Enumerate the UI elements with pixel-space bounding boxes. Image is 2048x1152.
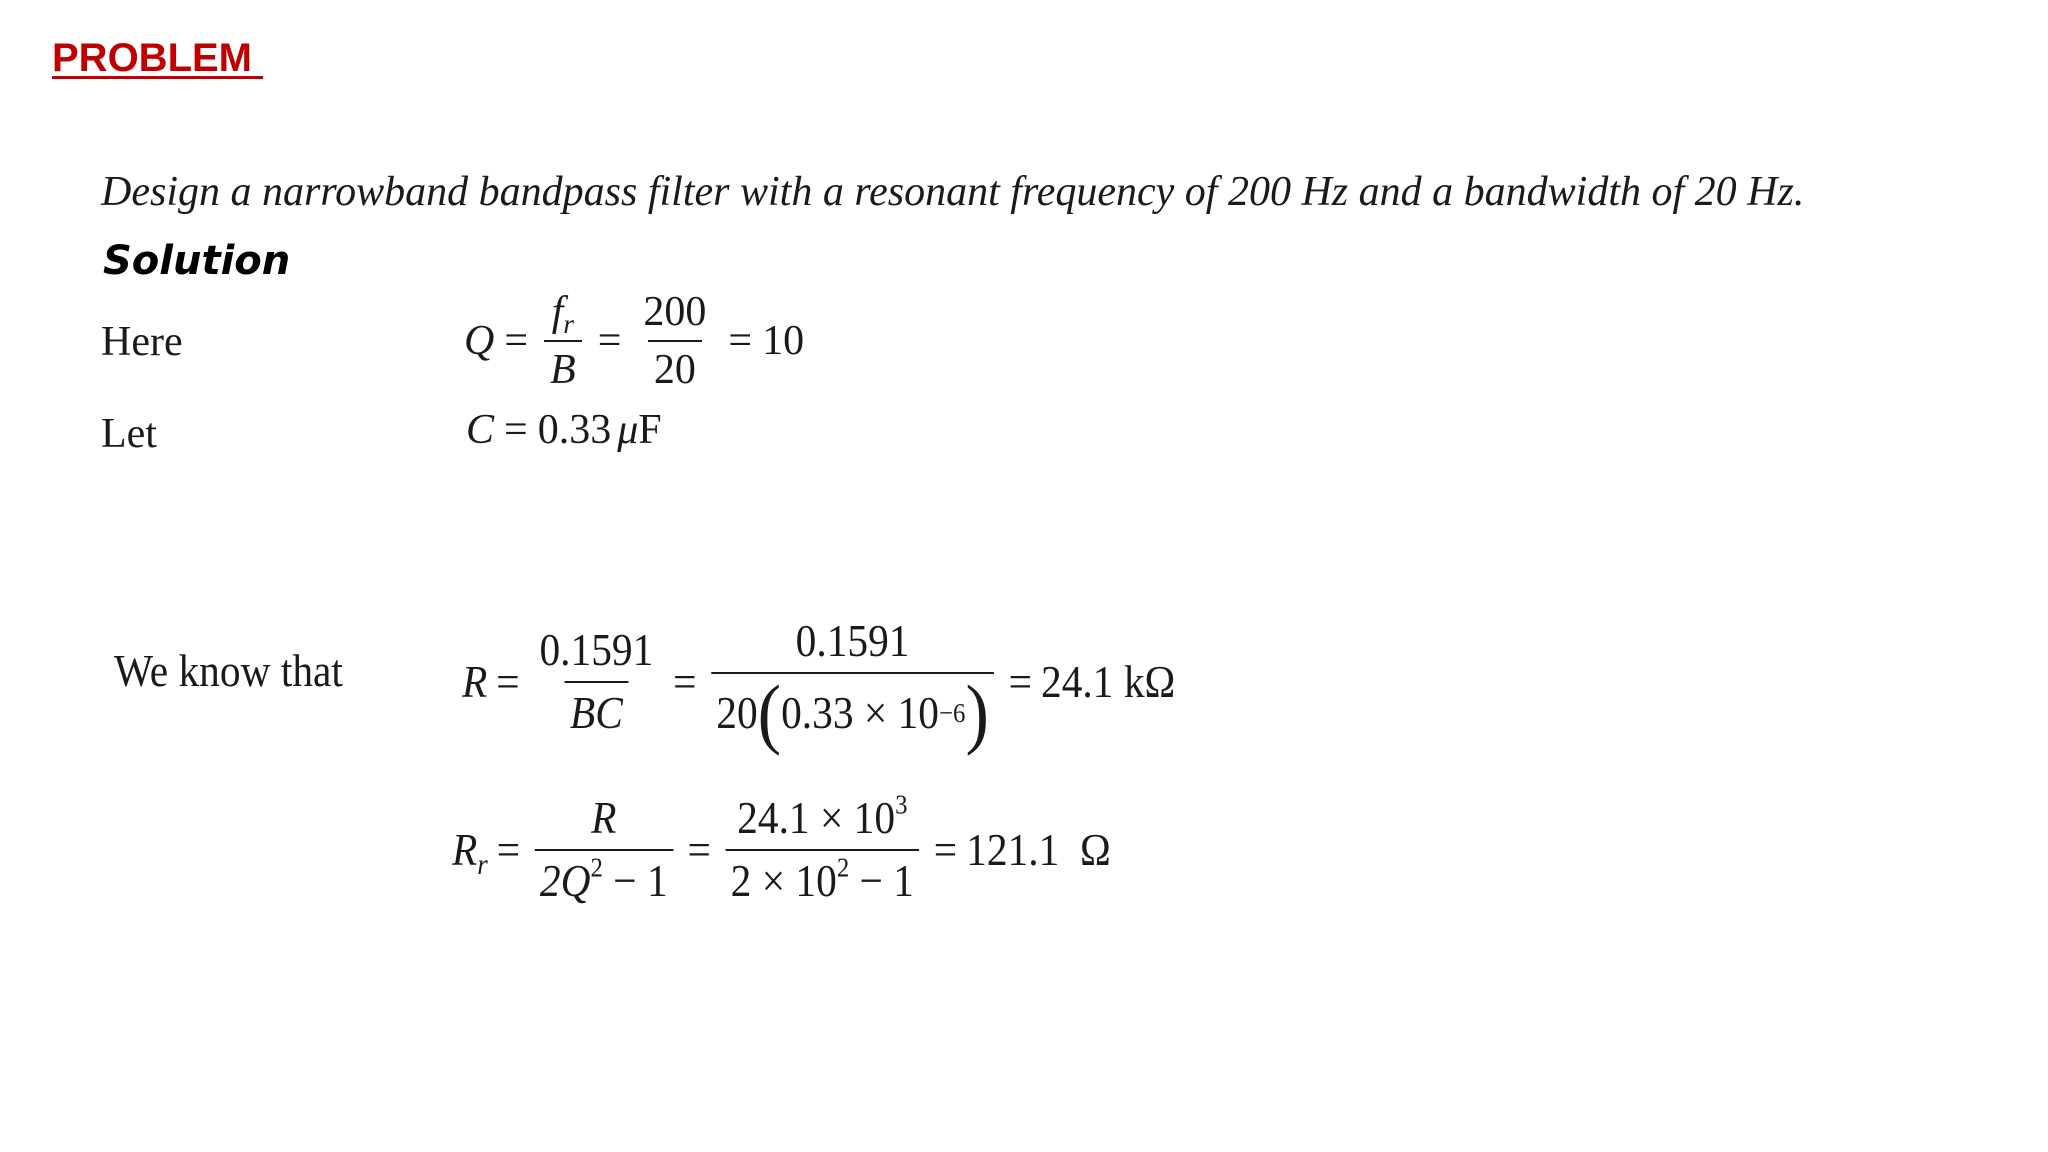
fraction-r-first	[534, 624, 659, 740]
numerator-0-1591: 0.1591	[539, 623, 654, 675]
equals-sign: =	[1008, 656, 1033, 708]
fraction-200-over-20	[637, 288, 712, 395]
solution-heading: Solution	[103, 238, 291, 284]
c-unit: F	[638, 407, 662, 453]
numerator-fr: $f_r$	[551, 289, 574, 340]
fraction-fr-over-b	[544, 288, 582, 395]
equation-r	[462, 615, 1176, 756]
equation-q	[464, 288, 804, 395]
equation-rr	[452, 788, 1111, 908]
denominator-2e2-minus-1: $2 \times 10^2 - 1$	[725, 849, 919, 908]
label-here: Here	[101, 319, 183, 365]
numerator-0-1591: 0.1591	[795, 615, 910, 666]
c-symbol: C	[466, 407, 495, 453]
numerator-r: R	[591, 792, 617, 843]
fraction-r-second	[711, 615, 994, 756]
equation-c	[466, 406, 662, 454]
equals-sign: =	[496, 824, 521, 876]
equals-sign: =	[496, 656, 520, 708]
q-symbol: Q	[464, 318, 495, 365]
equals-sign: =	[504, 318, 529, 365]
c-value: 0.33	[537, 407, 612, 453]
equals-sign: =	[728, 318, 753, 365]
denominator-bc: BC	[565, 681, 629, 740]
denominator-20-c: 20 ( 0.33 × 10 −6 )	[711, 672, 994, 748]
r-symbol: R	[462, 656, 488, 708]
equals-sign: =	[504, 407, 528, 453]
problem-statement: Design a narrowband bandpass filter with a resonant frequency of 200 Hz and a bandwidth of 20 Hz.	[101, 169, 1805, 215]
fraction-rr-first	[535, 792, 674, 908]
mu-symbol: μ	[617, 407, 639, 453]
label-we-know-that: We know that	[114, 645, 343, 696]
numerator-24-1e3: $24.1 \times 10^3$	[737, 788, 908, 843]
r-result: 24.1 kΩ	[1041, 656, 1176, 708]
fraction-rr-second	[725, 788, 919, 908]
denominator-20: 20	[648, 340, 702, 394]
slide-title: PROBLEM	[52, 36, 264, 80]
equals-sign: =	[687, 824, 711, 876]
denominator-b: B	[544, 340, 582, 394]
q-result: 10	[762, 318, 805, 365]
rr-symbol: $R_r$	[452, 824, 488, 882]
label-let: Let	[101, 411, 157, 457]
rr-result: 121.1 Ω	[966, 824, 1111, 876]
equals-sign: =	[933, 824, 958, 876]
equals-sign: =	[673, 656, 697, 708]
equals-sign: =	[597, 318, 622, 365]
denominator-2q2-minus-1: $2Q^2 - 1$	[535, 849, 674, 908]
numerator-200: 200	[643, 289, 707, 335]
